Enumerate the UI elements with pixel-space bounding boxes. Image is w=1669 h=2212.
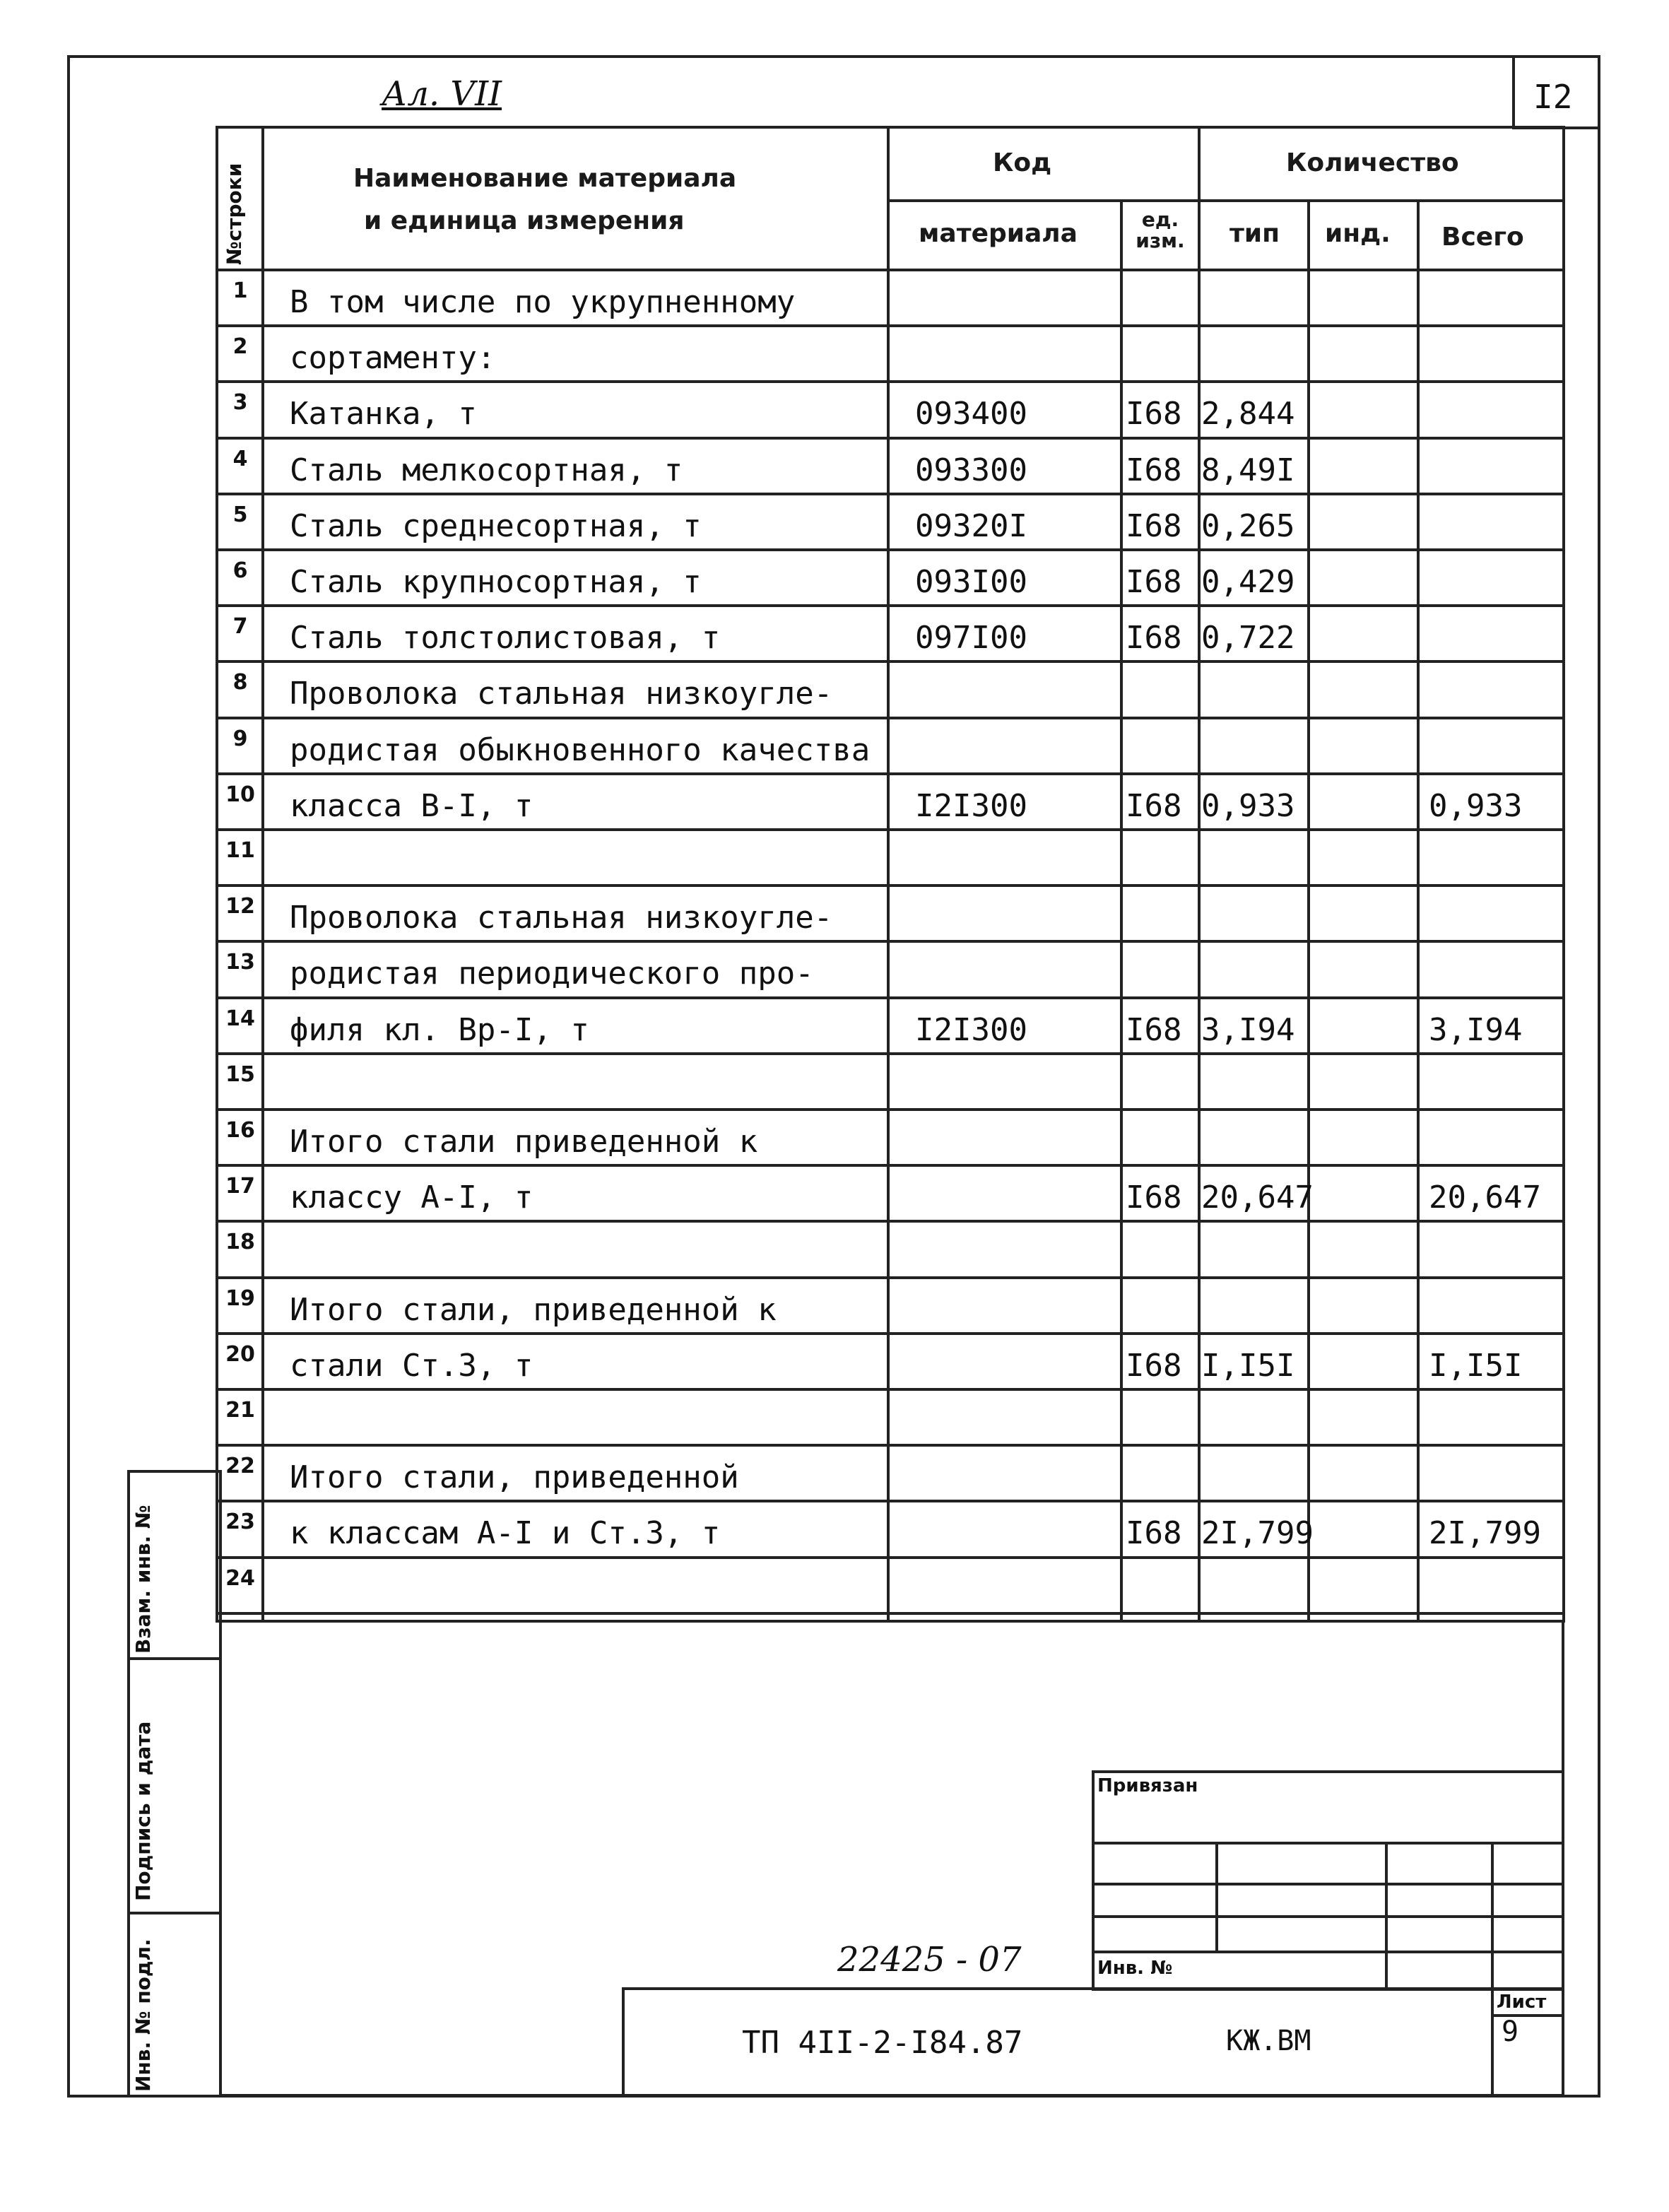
material-header: материала — [919, 219, 1078, 248]
material-code: 093I00 — [915, 564, 1027, 600]
unit-code: I68 — [1126, 452, 1182, 488]
qty-type: 2,844 — [1201, 396, 1295, 433]
col-line — [1417, 201, 1420, 1623]
qty-type: 8,49I — [1201, 452, 1295, 488]
quantity-header: Количество — [1286, 148, 1459, 177]
qty-type: 0,429 — [1201, 564, 1295, 600]
row-line — [216, 1332, 1565, 1335]
row-line — [216, 1612, 1565, 1615]
side-strip-line — [219, 1470, 222, 2098]
material-name: родистая периодического про- — [290, 955, 814, 992]
material-name: Сталь крупносортная, т — [290, 564, 702, 600]
material-name: Проволока стальная низкоугле- — [290, 900, 833, 936]
material-name: родистая обыкновенного качества — [290, 731, 871, 768]
row-number: 4 — [232, 446, 248, 471]
row-line — [216, 1388, 1565, 1391]
row-line — [216, 1164, 1565, 1167]
material-code: 097I00 — [915, 620, 1027, 657]
side-label-podpis: Подпись и дата — [131, 1721, 155, 1901]
row-line — [216, 996, 1565, 999]
row-number: 24 — [225, 1565, 255, 1591]
handwritten-number: 22425 - 07 — [837, 1940, 1022, 1979]
name-header-line2: и единица измерения — [364, 206, 685, 235]
privyazan-label: Привязан — [1097, 1775, 1198, 1796]
material-name: Сталь среднесортная, т — [290, 507, 702, 544]
row-number: 10 — [225, 782, 255, 807]
type-header: тип — [1229, 219, 1280, 248]
stamp-line — [1491, 1987, 1494, 2097]
material-code: 093400 — [915, 396, 1027, 433]
unit-code: I68 — [1126, 564, 1182, 600]
material-name: В том числе по укрупненному — [290, 284, 796, 320]
row-number: 6 — [232, 558, 248, 583]
row-line — [216, 1220, 1565, 1223]
material-name: к классам А-I и Ст.3, т — [290, 1515, 721, 1552]
unit-code: I68 — [1126, 507, 1182, 544]
material-name: Проволока стальная низкоугле- — [290, 676, 833, 712]
page-number: I2 — [1533, 78, 1573, 116]
row-line — [216, 437, 1565, 440]
unit-code: I68 — [1126, 1515, 1182, 1552]
code-header: Код — [993, 148, 1052, 177]
material-code: I2I300 — [915, 787, 1027, 824]
unit-code: I68 — [1126, 1347, 1182, 1384]
side-strip-line — [127, 1657, 219, 1660]
row-num-header: №строки — [223, 163, 246, 265]
qty-type: 0,933 — [1201, 787, 1295, 824]
side-label-vzam: Взам. инв. № — [131, 1505, 155, 1654]
qty-total: 3,I94 — [1429, 1011, 1523, 1048]
row-line — [216, 717, 1565, 719]
row-number: 19 — [225, 1286, 255, 1311]
name-header-line1: Наименование материала — [353, 164, 737, 193]
qty-type: 20,647 — [1201, 1179, 1314, 1216]
material-name: Итого стали, приведенной к — [290, 1291, 777, 1328]
row-line — [216, 1052, 1565, 1055]
material-name: филя кл. Вр-I, т — [290, 1011, 589, 1048]
qty-type: 0,722 — [1201, 620, 1295, 657]
row-line — [216, 1276, 1565, 1279]
stamp-line — [1215, 1842, 1218, 1951]
row-number: 20 — [225, 1341, 255, 1367]
side-strip-line — [127, 1470, 219, 1473]
side-label-inv-podl: Инв. № подл. — [131, 1939, 155, 2092]
unit-code: I68 — [1126, 1179, 1182, 1216]
col-line — [887, 126, 890, 1623]
row-number: 8 — [232, 670, 248, 695]
material-code: 09320I — [915, 507, 1027, 544]
row-number: 18 — [225, 1230, 255, 1255]
material-code: 093300 — [915, 452, 1027, 488]
row-number: 2 — [232, 334, 248, 360]
qty-total: 0,933 — [1429, 787, 1523, 824]
stamp-line — [1491, 1842, 1494, 1991]
inv-no-label: Инв. № — [1097, 1958, 1173, 1979]
header-line — [216, 269, 1565, 271]
col-line — [261, 126, 264, 1623]
row-line — [216, 884, 1565, 887]
material-name: Итого стали, приведенной — [290, 1459, 739, 1496]
material-name: класса В-I, т — [290, 787, 533, 824]
row-number: 3 — [232, 390, 248, 416]
sheet-label: Лист — [1497, 1992, 1547, 2013]
row-line — [216, 380, 1565, 383]
qty-total: 20,647 — [1429, 1179, 1541, 1216]
row-line — [216, 493, 1565, 495]
row-line — [216, 940, 1565, 943]
unit-code: I68 — [1126, 620, 1182, 657]
document-code: ТП 4II-2-I84.87 — [742, 2025, 1023, 2061]
material-name: сортаменту: — [290, 340, 496, 377]
material-name: Сталь мелкосортная, т — [290, 452, 683, 488]
qty-type: 3,I94 — [1201, 1011, 1295, 1048]
material-code: I2I300 — [915, 1011, 1027, 1048]
unit-code: I68 — [1126, 396, 1182, 433]
row-number: 23 — [225, 1510, 255, 1535]
qty-total: I,I5I — [1429, 1347, 1523, 1384]
row-number: 22 — [225, 1454, 255, 1479]
stamp-line — [1385, 1842, 1388, 1991]
album-mark: Ал. VII — [382, 74, 502, 114]
row-line — [216, 828, 1565, 831]
col-line — [1307, 201, 1310, 1623]
row-number: 1 — [232, 278, 248, 303]
material-name: Сталь толстолистовая, т — [290, 620, 721, 657]
row-line — [216, 1500, 1565, 1502]
row-number: 9 — [232, 726, 248, 751]
row-line — [216, 1444, 1565, 1447]
qty-type: 2I,799 — [1201, 1515, 1314, 1552]
row-line — [216, 604, 1565, 607]
row-line — [216, 324, 1565, 327]
row-number: 14 — [225, 1006, 255, 1031]
row-number: 12 — [225, 894, 255, 919]
col-line — [1120, 201, 1123, 1623]
qty-type: I,I5I — [1201, 1347, 1295, 1384]
qty-type: 0,265 — [1201, 507, 1295, 544]
row-number: 15 — [225, 1061, 255, 1087]
row-number: 5 — [232, 502, 248, 527]
row-line — [216, 1108, 1565, 1111]
row-line — [216, 548, 1565, 551]
row-number: 21 — [225, 1398, 255, 1423]
material-name: Итого стали приведенной к — [290, 1124, 758, 1160]
row-line — [216, 772, 1565, 775]
row-number: 17 — [225, 1174, 255, 1199]
row-number: 11 — [225, 838, 255, 863]
row-line — [216, 660, 1565, 663]
individual-header: инд. — [1325, 219, 1391, 248]
material-name: стали Ст.3, т — [290, 1347, 533, 1384]
row-number: 13 — [225, 950, 255, 975]
row-number: 16 — [225, 1118, 255, 1143]
unit-header: ед. изм. — [1136, 208, 1185, 252]
header-line — [887, 199, 1565, 202]
row-line — [216, 1556, 1565, 1559]
side-strip-line — [127, 1470, 130, 2098]
section-code: КЖ.ВМ — [1226, 2025, 1311, 2057]
material-name: классу А-I, т — [290, 1179, 533, 1216]
sheet-number: 9 — [1502, 2016, 1519, 2048]
col-line — [1198, 126, 1201, 1623]
row-number: 7 — [232, 614, 248, 640]
material-name: Катанка, т — [290, 396, 477, 433]
unit-code: I68 — [1126, 787, 1182, 824]
unit-code: I68 — [1126, 1011, 1182, 1048]
side-strip-line — [127, 1912, 219, 1914]
total-header: Всего — [1441, 223, 1524, 252]
qty-total: 2I,799 — [1429, 1515, 1541, 1552]
